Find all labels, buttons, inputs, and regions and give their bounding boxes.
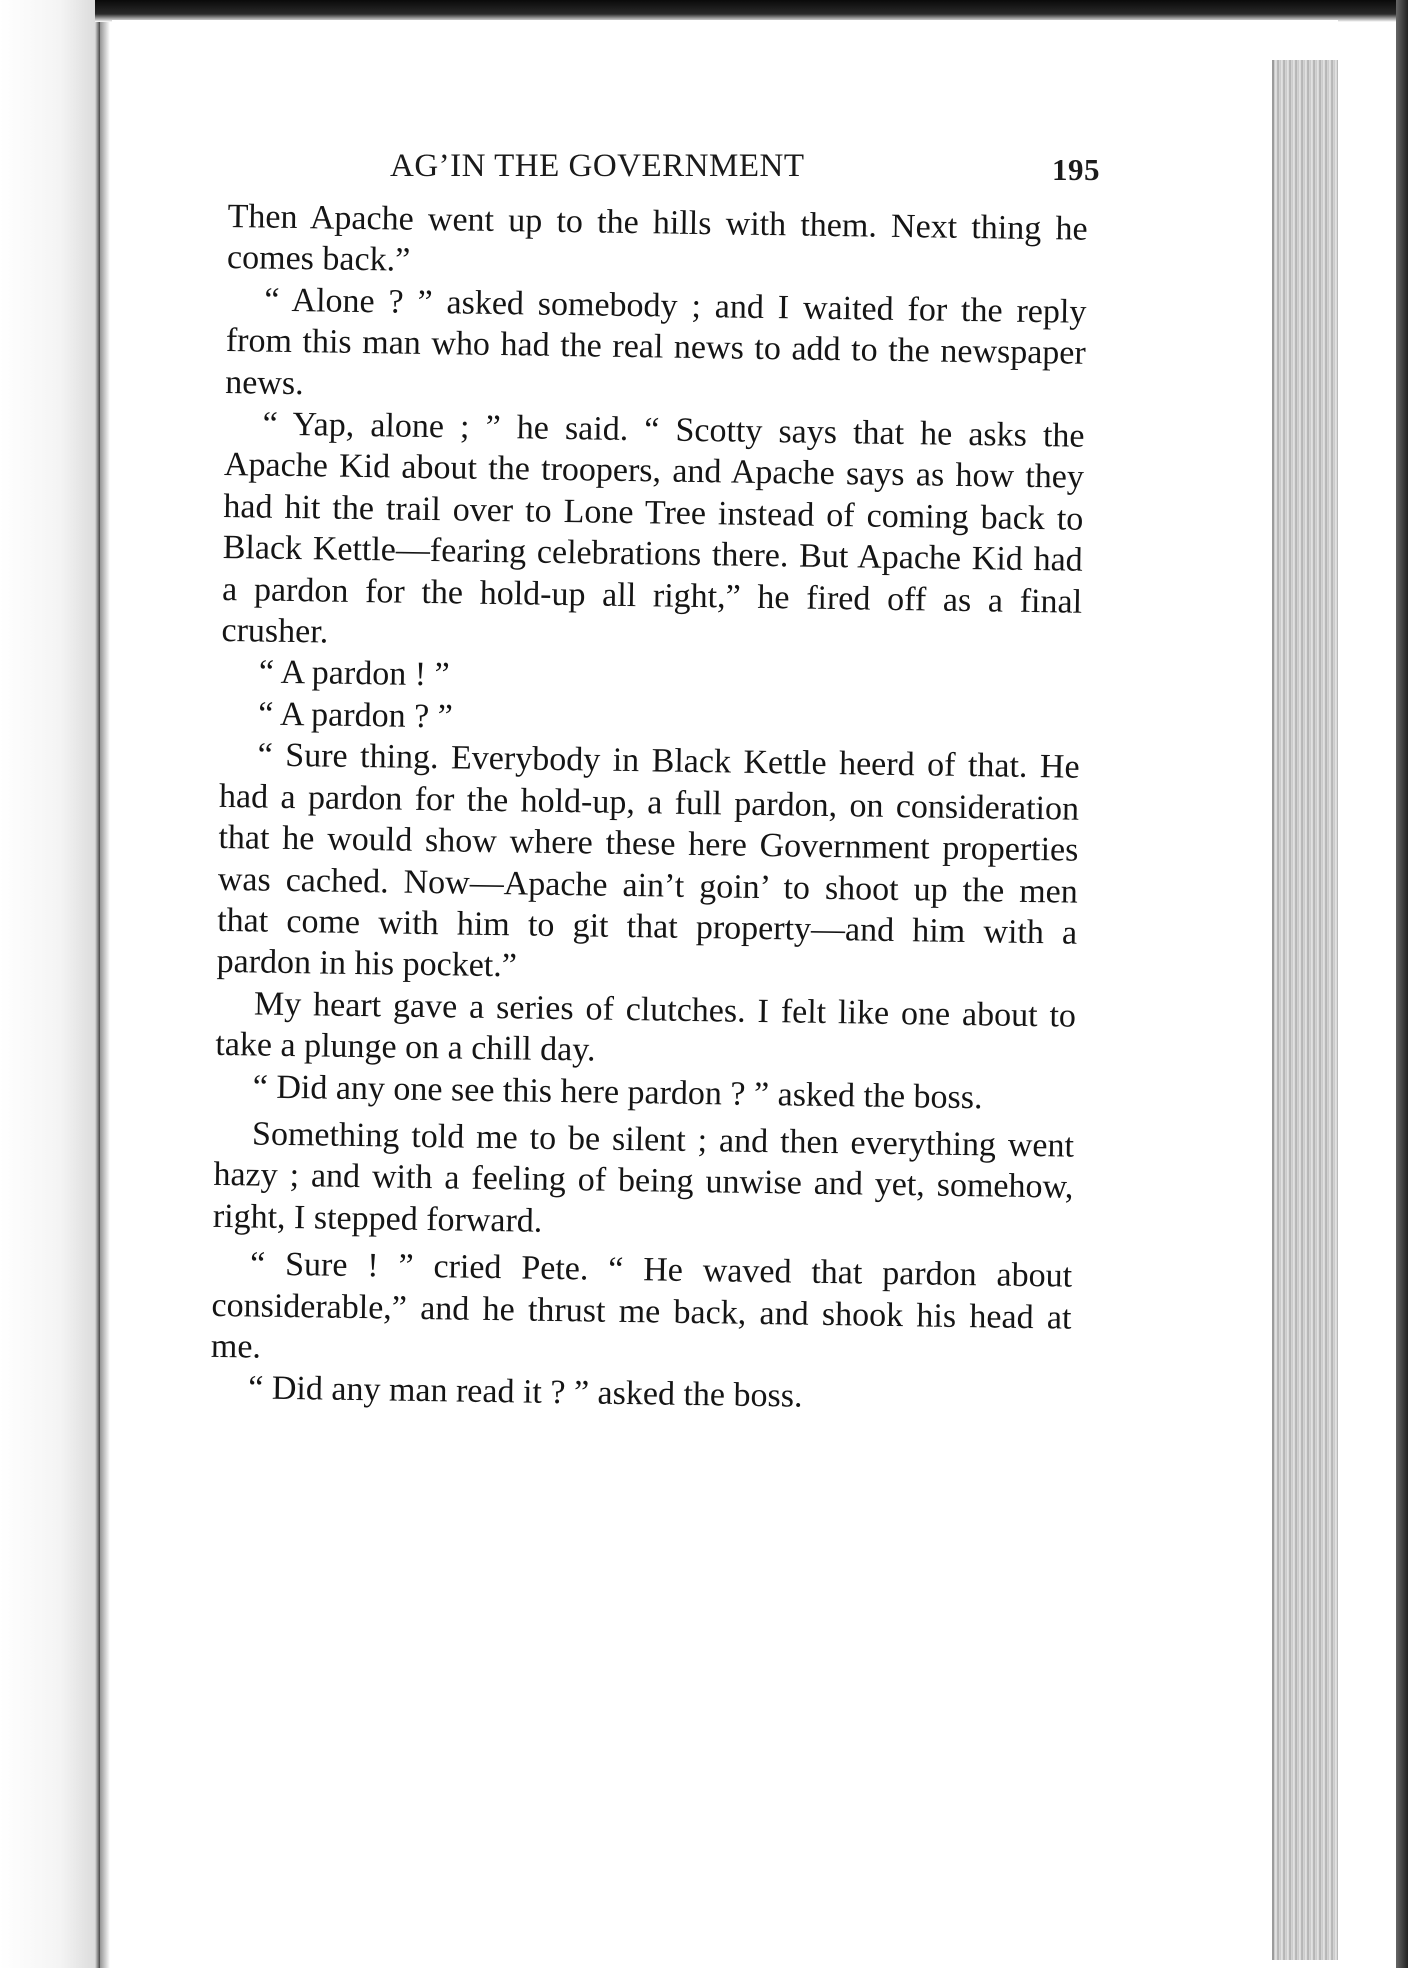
facing-page-edge xyxy=(0,0,100,1968)
paragraph: Something told me to be silent ; and then everything went hazy ; and with a feeling of being unwise and yet, somehow, right, I stepped forward. xyxy=(212,1115,1075,1240)
right-edge-shadow xyxy=(1396,0,1408,1968)
body-text xyxy=(210,196,1088,1421)
paragraph: “ Sure ! ” cried Pete. “ He waved that pardon about considerable,” and he thrust me back, and shook his head at me. xyxy=(210,1245,1073,1366)
page-number: 195 xyxy=(1052,152,1100,187)
paragraph: “ A pardon ! ” xyxy=(258,653,450,694)
top-binding-shadow xyxy=(95,0,1408,22)
paragraph: “ Sure thing. Everybody in Black Kettle heerd of that. He had a pardon for the hold-up, a full pardon, on consideration that he would show where these here Government properties was cached. Now—Apache ain’t goin’ to shoot up the men that come with him to git that property—and him with a pardon in his pocket.” xyxy=(216,736,1080,985)
paragraph: “ A pardon ? ” xyxy=(258,695,454,736)
paragraph: “ Did any man read it ? ” asked the boss. xyxy=(248,1369,803,1416)
running-head-title: AG’IN THE GOVERNMENT xyxy=(390,148,805,184)
paragraph: “ Did any one see this here pardon ? ” asked the boss. xyxy=(252,1067,983,1116)
paragraph: Then Apache went up to the hills with them. Next thing he comes back.” xyxy=(226,197,1088,280)
paragraph: My heart gave a series of clutches. I felt like one about to take a plunge on a chill day. xyxy=(215,985,1077,1069)
paragraph: “ Yap, alone ; ” he said. “ Scotty says that he asks the Apache Kid about the troopers, and Apache says as how they had hit the trail over to Lone Tree instead of coming back to Black Kettle—fearing celebrations there. But Apache Kid had a pardon for the hold-up all right,” he fired off as a final crusher. xyxy=(221,405,1085,651)
page-block-edges xyxy=(1272,60,1338,1960)
paragraph: “ Alone ? ” asked somebody ; and I waited for the reply from this man who had the real news to add to the newspaper news. xyxy=(224,281,1087,402)
